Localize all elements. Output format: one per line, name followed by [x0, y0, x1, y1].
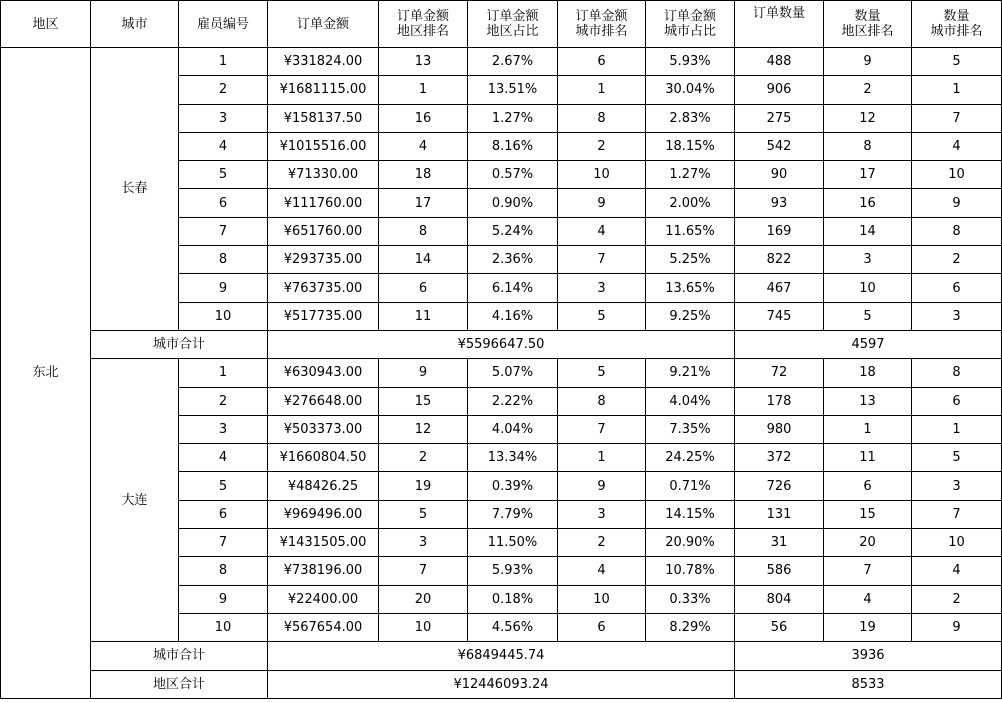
header-line: 数量 — [943, 9, 970, 24]
header-region-label: 地区 — [32, 16, 59, 32]
count-region-rank-cell: 14 — [824, 217, 912, 245]
amount-region-share-cell: 0.18% — [468, 585, 558, 613]
count-region-rank-cell: 15 — [824, 500, 912, 528]
city-subtotal-amount: ¥6849445.74 — [268, 642, 735, 670]
amount-city-rank-cell: 2 — [558, 132, 646, 160]
header-line: 订单金额 — [396, 9, 449, 24]
employee-id-cell: 4 — [179, 444, 268, 472]
employee-id-cell: 5 — [179, 472, 268, 500]
amount-city-rank-cell: 5 — [558, 359, 646, 387]
order-count-cell: 372 — [735, 444, 824, 472]
amount-city-rank-cell: 6 — [558, 613, 646, 641]
header-amount-city-share — [646, 1, 735, 48]
order-amount-cell: ¥763735.00 — [268, 274, 379, 302]
amount-city-rank-cell: 4 — [558, 217, 646, 245]
header-line: 城市占比 — [663, 24, 716, 39]
employee-id-cell: 3 — [179, 104, 268, 132]
amount-region-rank-cell: 14 — [379, 246, 468, 274]
employee-id-cell: 2 — [179, 76, 268, 104]
amount-city-rank-cell: 3 — [558, 274, 646, 302]
table-row — [1, 359, 1002, 387]
count-city-rank-cell: 2 — [912, 246, 1002, 274]
amount-region-share-cell: 5.24% — [468, 217, 558, 245]
amount-city-rank-cell: 4 — [558, 557, 646, 585]
order-amount-cell: ¥969496.00 — [268, 500, 379, 528]
amount-region-share-cell: 7.79% — [468, 500, 558, 528]
order-amount-cell: ¥738196.00 — [268, 557, 379, 585]
header-line: 订单金额 — [575, 9, 628, 24]
header-region — [1, 1, 91, 48]
count-region-rank-cell: 8 — [824, 132, 912, 160]
employee-id-cell: 2 — [179, 387, 268, 415]
employee-id-cell: 10 — [179, 302, 268, 330]
amount-region-share-cell: 6.14% — [468, 274, 558, 302]
amount-city-share-cell: 11.65% — [646, 217, 735, 245]
amount-city-rank-cell: 1 — [558, 76, 646, 104]
order-amount-cell: ¥651760.00 — [268, 217, 379, 245]
order-amount-cell: ¥1431505.00 — [268, 529, 379, 557]
amount-city-share-cell: 24.25% — [646, 444, 735, 472]
header-count-city-rank — [912, 1, 1002, 48]
header-row — [1, 1, 1002, 48]
amount-city-rank-cell: 10 — [558, 161, 646, 189]
header-line: 数量 — [854, 9, 881, 24]
count-city-rank-cell: 4 — [912, 557, 1002, 585]
header-employee-id-label: 雇员编号 — [196, 16, 249, 32]
amount-region-share-cell: 13.51% — [468, 76, 558, 104]
order-amount-cell: ¥331824.00 — [268, 48, 379, 76]
amount-region-share-cell: 5.07% — [468, 359, 558, 387]
amount-region-rank-cell: 18 — [379, 161, 468, 189]
header-line: 订单金额 — [663, 9, 716, 24]
count-city-rank-cell: 10 — [912, 529, 1002, 557]
count-city-rank-cell: 2 — [912, 585, 1002, 613]
amount-city-share-cell: 9.25% — [646, 302, 735, 330]
header-amount-city-rank — [558, 1, 646, 48]
header-line: 订单金额 — [486, 9, 539, 24]
employee-id-cell: 5 — [179, 161, 268, 189]
employee-id-cell: 9 — [179, 585, 268, 613]
order-count-cell: 745 — [735, 302, 824, 330]
amount-region-share-cell: 0.90% — [468, 189, 558, 217]
employee-id-cell: 1 — [179, 48, 268, 76]
amount-city-share-cell: 10.78% — [646, 557, 735, 585]
employee-id-cell: 9 — [179, 274, 268, 302]
count-region-rank-cell: 5 — [824, 302, 912, 330]
employee-id-cell: 4 — [179, 132, 268, 160]
order-count-cell: 586 — [735, 557, 824, 585]
amount-city-rank-cell: 3 — [558, 500, 646, 528]
count-region-rank-cell: 6 — [824, 472, 912, 500]
amount-city-share-cell: 18.15% — [646, 132, 735, 160]
city-subtotal-row — [1, 642, 1002, 670]
city-cell: 长春 — [91, 48, 179, 331]
amount-region-rank-cell: 17 — [379, 189, 468, 217]
amount-region-share-cell: 0.57% — [468, 161, 558, 189]
count-region-rank-cell: 9 — [824, 48, 912, 76]
header-city — [91, 1, 179, 48]
amount-region-share-cell: 2.22% — [468, 387, 558, 415]
amount-city-rank-cell: 10 — [558, 585, 646, 613]
amount-city-share-cell: 2.83% — [646, 104, 735, 132]
region-total-amount: ¥12446093.24 — [268, 670, 735, 698]
amount-city-rank-cell: 8 — [558, 104, 646, 132]
amount-city-rank-cell: 7 — [558, 415, 646, 443]
header-order-amount-label: 订单金额 — [296, 16, 349, 32]
count-region-rank-cell: 13 — [824, 387, 912, 415]
employee-id-cell: 3 — [179, 415, 268, 443]
table-body — [1, 48, 1002, 699]
amount-region-rank-cell: 3 — [379, 529, 468, 557]
amount-city-share-cell: 7.35% — [646, 415, 735, 443]
employee-id-cell: 7 — [179, 529, 268, 557]
order-count-cell: 275 — [735, 104, 824, 132]
region-total-count: 8533 — [735, 670, 1002, 698]
employee-id-cell: 8 — [179, 246, 268, 274]
city-subtotal-amount: ¥5596647.50 — [268, 330, 735, 358]
amount-region-rank-cell: 20 — [379, 585, 468, 613]
count-region-rank-cell: 2 — [824, 76, 912, 104]
header-amount-region-rank — [379, 1, 468, 48]
city-subtotal-count: 3936 — [735, 642, 1002, 670]
order-count-cell: 90 — [735, 161, 824, 189]
amount-region-rank-cell: 1 — [379, 76, 468, 104]
order-count-cell: 72 — [735, 359, 824, 387]
header-line: 城市排名 — [930, 24, 983, 39]
header-line: 城市排名 — [575, 24, 628, 39]
amount-city-share-cell: 4.04% — [646, 387, 735, 415]
amount-region-share-cell: 1.27% — [468, 104, 558, 132]
order-count-cell: 906 — [735, 76, 824, 104]
header-order-count — [735, 1, 824, 48]
count-city-rank-cell: 7 — [912, 104, 1002, 132]
amount-region-rank-cell: 8 — [379, 217, 468, 245]
amount-region-share-cell: 13.34% — [468, 444, 558, 472]
amount-city-share-cell: 9.21% — [646, 359, 735, 387]
order-count-cell: 178 — [735, 387, 824, 415]
amount-region-share-cell: 5.93% — [468, 557, 558, 585]
region-total-row — [1, 670, 1002, 698]
order-amount-cell: ¥630943.00 — [268, 359, 379, 387]
amount-region-rank-cell: 9 — [379, 359, 468, 387]
employee-id-cell: 6 — [179, 189, 268, 217]
employee-id-cell: 7 — [179, 217, 268, 245]
amount-region-rank-cell: 10 — [379, 613, 468, 641]
count-city-rank-cell: 1 — [912, 415, 1002, 443]
amount-city-rank-cell: 6 — [558, 48, 646, 76]
amount-region-rank-cell: 15 — [379, 387, 468, 415]
count-city-rank-cell: 3 — [912, 302, 1002, 330]
count-region-rank-cell: 3 — [824, 246, 912, 274]
amount-city-rank-cell: 7 — [558, 246, 646, 274]
city-cell: 大连 — [91, 359, 179, 642]
order-amount-cell: ¥158137.50 — [268, 104, 379, 132]
amount-region-rank-cell: 4 — [379, 132, 468, 160]
employee-id-cell: 6 — [179, 500, 268, 528]
count-city-rank-cell: 9 — [912, 613, 1002, 641]
count-region-rank-cell: 11 — [824, 444, 912, 472]
order-count-cell: 169 — [735, 217, 824, 245]
count-city-rank-cell: 8 — [912, 359, 1002, 387]
count-city-rank-cell: 1 — [912, 76, 1002, 104]
count-city-rank-cell: 3 — [912, 472, 1002, 500]
amount-region-rank-cell: 6 — [379, 274, 468, 302]
city-subtotal-label: 城市合计 — [91, 330, 268, 358]
order-count-cell: 56 — [735, 613, 824, 641]
employee-id-cell: 10 — [179, 613, 268, 641]
order-amount-cell: ¥517735.00 — [268, 302, 379, 330]
header-employee-id — [179, 1, 268, 48]
amount-city-share-cell: 14.15% — [646, 500, 735, 528]
amount-region-rank-cell: 16 — [379, 104, 468, 132]
count-city-rank-cell: 8 — [912, 217, 1002, 245]
count-region-rank-cell: 7 — [824, 557, 912, 585]
amount-city-rank-cell: 5 — [558, 302, 646, 330]
order-count-cell: 31 — [735, 529, 824, 557]
count-region-rank-cell: 1 — [824, 415, 912, 443]
header-order-amount — [268, 1, 379, 48]
order-count-cell: 93 — [735, 189, 824, 217]
count-region-rank-cell: 4 — [824, 585, 912, 613]
amount-region-rank-cell: 12 — [379, 415, 468, 443]
amount-region-share-cell: 0.39% — [468, 472, 558, 500]
table-row — [1, 48, 1002, 76]
city-subtotal-row — [1, 330, 1002, 358]
count-city-rank-cell: 9 — [912, 189, 1002, 217]
order-amount-cell: ¥111760.00 — [268, 189, 379, 217]
employee-id-cell: 8 — [179, 557, 268, 585]
header-city-label: 城市 — [121, 16, 148, 32]
count-region-rank-cell: 19 — [824, 613, 912, 641]
header-amount-region-share — [468, 1, 558, 48]
amount-region-rank-cell: 13 — [379, 48, 468, 76]
count-region-rank-cell: 12 — [824, 104, 912, 132]
count-city-rank-cell: 5 — [912, 444, 1002, 472]
amount-city-share-cell: 1.27% — [646, 161, 735, 189]
amount-city-rank-cell: 8 — [558, 387, 646, 415]
order-amount-cell: ¥71330.00 — [268, 161, 379, 189]
amount-region-share-cell: 11.50% — [468, 529, 558, 557]
order-amount-cell: ¥22400.00 — [268, 585, 379, 613]
count-city-rank-cell: 5 — [912, 48, 1002, 76]
order-count-cell: 980 — [735, 415, 824, 443]
amount-region-rank-cell: 19 — [379, 472, 468, 500]
amount-city-share-cell: 0.71% — [646, 472, 735, 500]
amount-city-share-cell: 0.33% — [646, 585, 735, 613]
table-header — [1, 1, 1002, 48]
order-count-cell: 467 — [735, 274, 824, 302]
amount-city-share-cell: 8.29% — [646, 613, 735, 641]
order-count-cell: 822 — [735, 246, 824, 274]
amount-region-share-cell: 4.16% — [468, 302, 558, 330]
count-region-rank-cell: 20 — [824, 529, 912, 557]
amount-city-share-cell: 13.65% — [646, 274, 735, 302]
count-city-rank-cell: 4 — [912, 132, 1002, 160]
amount-city-share-cell: 2.00% — [646, 189, 735, 217]
amount-region-share-cell: 2.36% — [468, 246, 558, 274]
order-amount-cell: ¥503373.00 — [268, 415, 379, 443]
amount-city-rank-cell: 9 — [558, 472, 646, 500]
order-amount-cell: ¥567654.00 — [268, 613, 379, 641]
header-line: 地区排名 — [396, 24, 449, 39]
count-city-rank-cell: 6 — [912, 274, 1002, 302]
amount-city-share-cell: 5.25% — [646, 246, 735, 274]
region-cell: 东北 — [1, 48, 91, 699]
employee-id-cell: 1 — [179, 359, 268, 387]
order-count-cell: 804 — [735, 585, 824, 613]
amount-region-rank-cell: 11 — [379, 302, 468, 330]
order-amount-cell: ¥1660804.50 — [268, 444, 379, 472]
amount-city-share-cell: 30.04% — [646, 76, 735, 104]
amount-region-share-cell: 2.67% — [468, 48, 558, 76]
header-count-region-rank — [824, 1, 912, 48]
amount-region-share-cell: 8.16% — [468, 132, 558, 160]
order-amount-cell: ¥276648.00 — [268, 387, 379, 415]
order-amount-cell: ¥293735.00 — [268, 246, 379, 274]
city-subtotal-label: 城市合计 — [91, 642, 268, 670]
order-count-cell: 726 — [735, 472, 824, 500]
amount-region-share-cell: 4.04% — [468, 415, 558, 443]
count-region-rank-cell: 18 — [824, 359, 912, 387]
header-line: 地区排名 — [841, 24, 894, 39]
amount-city-rank-cell: 1 — [558, 444, 646, 472]
region-total-label: 地区合计 — [91, 670, 268, 698]
count-region-rank-cell: 16 — [824, 189, 912, 217]
count-region-rank-cell: 10 — [824, 274, 912, 302]
order-count-cell: 488 — [735, 48, 824, 76]
amount-city-share-cell: 5.93% — [646, 48, 735, 76]
amount-city-rank-cell: 2 — [558, 529, 646, 557]
amount-region-rank-cell: 2 — [379, 444, 468, 472]
order-count-cell: 131 — [735, 500, 824, 528]
order-amount-cell: ¥1015516.00 — [268, 132, 379, 160]
amount-city-rank-cell: 9 — [558, 189, 646, 217]
amount-region-rank-cell: 5 — [379, 500, 468, 528]
order-amount-cell: ¥1681115.00 — [268, 76, 379, 104]
count-region-rank-cell: 17 — [824, 161, 912, 189]
header-line: 地区占比 — [486, 24, 539, 39]
amount-city-share-cell: 20.90% — [646, 529, 735, 557]
count-city-rank-cell: 7 — [912, 500, 1002, 528]
amount-region-share-cell: 4.56% — [468, 613, 558, 641]
order-amount-cell: ¥48426.25 — [268, 472, 379, 500]
amount-region-rank-cell: 7 — [379, 557, 468, 585]
count-city-rank-cell: 10 — [912, 161, 1002, 189]
order-count-cell: 542 — [735, 132, 824, 160]
count-city-rank-cell: 6 — [912, 387, 1002, 415]
city-subtotal-count: 4597 — [735, 330, 1002, 358]
header-order-count-label: 订单数量 — [752, 6, 805, 21]
